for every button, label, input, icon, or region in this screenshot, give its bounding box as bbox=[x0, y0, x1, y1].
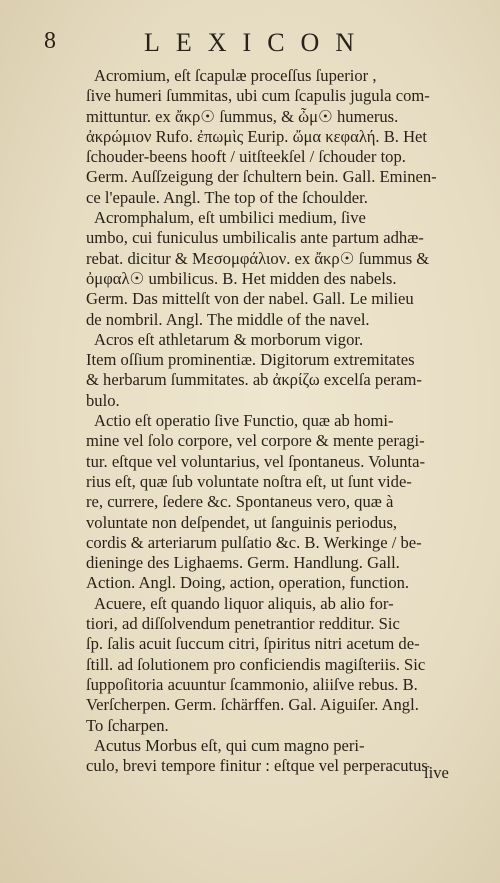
text-line: Acutus Morbus eſt, qui cum magno peri- bbox=[94, 735, 365, 755]
text-line: Action. Angl. Doing, action, operation, function. bbox=[86, 573, 410, 593]
running-title: LEXICON bbox=[144, 28, 371, 57]
text-line: Germ. Das mittelſt von der nabel. Gall. Le milieu bbox=[86, 289, 414, 309]
text-line: culo, brevi tempore finitur : eſtque vel perperacutus bbox=[86, 756, 428, 776]
page-header bbox=[44, 16, 464, 60]
text-line: Acromium, eſt ſcapulæ proceſſus ſuperior , bbox=[94, 66, 377, 85]
text-line: de nombril. Angl. The middle of the navel. bbox=[86, 309, 370, 329]
text-line: To ſcharpen. bbox=[86, 715, 169, 735]
body-text bbox=[86, 66, 460, 776]
text-line: bulo. bbox=[86, 390, 120, 410]
text-line: ſuppoſitoria acuuntur ſcammonio, aliiſve rebus. B. bbox=[86, 674, 418, 694]
text-line: umbo, cui funiculus umbilicalis ante partum adhæ- bbox=[86, 228, 424, 248]
text-line: ſchouder-beens hooft / uitſteekſel / ſchouder top. bbox=[86, 147, 406, 167]
text-line: Verſcherpen. Germ. ſchärffen. Gal. Aiguiſer. Angl. bbox=[86, 695, 419, 715]
text-line: ſive humeri ſummitas, ubi cum ſcapulis jugula com- bbox=[86, 86, 430, 106]
text-line: & herbarum ſummitates. ab ἀκρίζω excelſa peram- bbox=[86, 370, 422, 390]
text-line: mine vel ſolo corpore, vel corpore & mente peragi- bbox=[86, 431, 425, 451]
text-line: rebat. dicitur & Μεσομφάλιον. ex ἄκρ☉ ſummus & bbox=[86, 248, 430, 268]
text-line: rius eſt, quæ ſub voluntate noſtra eſt, ut ſunt vide- bbox=[86, 471, 412, 491]
text-line: dieninge des Lighaems. Germ. Handlung. Gall. bbox=[86, 553, 400, 573]
text-line: mittuntur. ex ἄκρ☉ ſummus, & ὦμ☉ humerus. bbox=[86, 106, 399, 126]
catchword: ſive bbox=[424, 763, 449, 782]
text-line: cordis & arteriarum pulſatio &c. B. Werkinge / be- bbox=[86, 532, 422, 552]
text-line: ἀκρώμιον Rufo. ἐπωμὶς Eurip. ὤμα κεφαλή. B. Het bbox=[86, 126, 428, 146]
text-line: Acros eſt athletarum & morborum vigor. bbox=[94, 329, 364, 349]
text-line: re, currere, ſedere &c. Spontaneus vero, quæ à bbox=[86, 492, 394, 512]
text-line: tur. eſtque vel voluntarius, vel ſpontaneus. Volunta- bbox=[86, 451, 426, 471]
text-line: tiori, ad diſſolvendum penetrantior redditur. Sic bbox=[86, 614, 400, 634]
text-line: Item oſſium prominentiæ. Digitorum extremitates bbox=[86, 350, 415, 370]
text-line: Acromphalum, eſt umbilici medium, ſive bbox=[94, 208, 366, 228]
text-line: voluntate non deſpendet, ut ſanguinis periodus, bbox=[86, 512, 398, 532]
text-line: ſtill. ad ſolutionem pro conficiendis magiſteriis. Sic bbox=[86, 654, 426, 674]
text-line: ὀμφαλ☉ umbilicus. B. Het midden des nabels. bbox=[86, 268, 397, 288]
text-line: Actio eſt operatio ſive Functio, quæ ab homi- bbox=[94, 411, 394, 431]
page-number: 8 bbox=[44, 28, 57, 54]
text-line: ce l'epaule. Angl. The top of the ſchoulder. bbox=[86, 187, 368, 207]
text-line: Acuere, eſt quando liquor aliquis, ab alio for- bbox=[94, 593, 394, 613]
text-line: Germ. Auſſzeigung der ſchultern bein. Gall. Eminen- bbox=[86, 167, 437, 187]
text-line: ſp. ſalis acuit ſuccum citri, ſpiritus nitri acetum de- bbox=[86, 634, 420, 654]
